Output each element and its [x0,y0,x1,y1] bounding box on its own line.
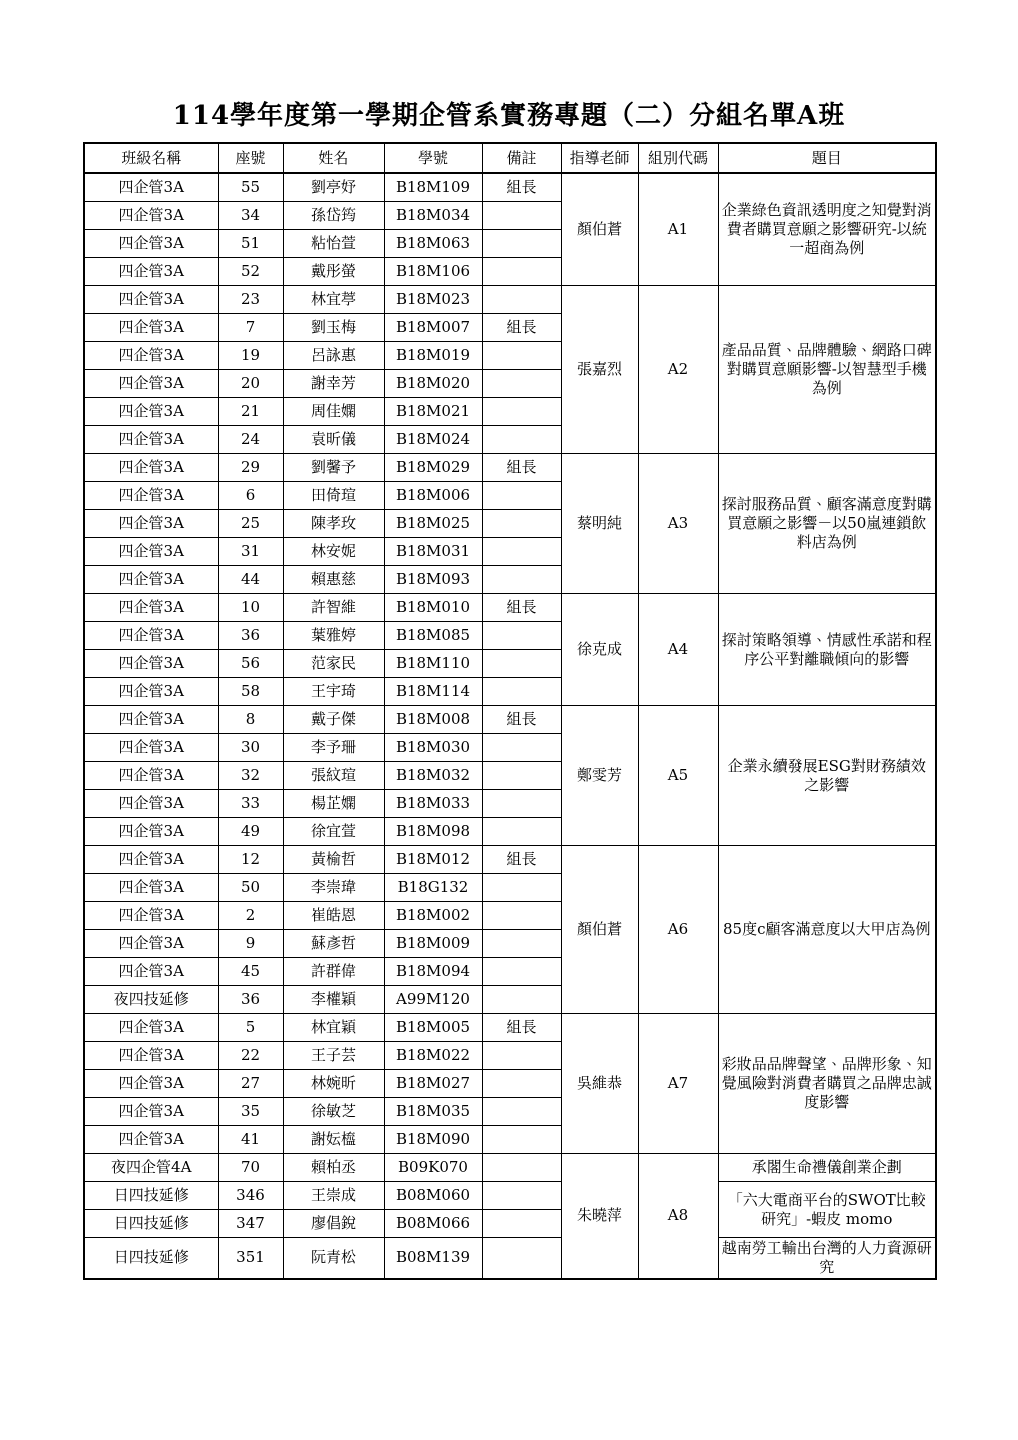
cell-seat-no: 35 [218,1098,283,1126]
cell-seat-no: 49 [218,818,283,846]
cell-seat-no: 31 [218,538,283,566]
cell-student-id: B18M007 [384,314,482,342]
cell-advisor: 蔡明純 [561,454,638,594]
cell-seat-no: 36 [218,622,283,650]
cell-note: 組長 [482,173,561,202]
cell-class-name: 四企管3A [84,958,218,986]
column-header-advisor: 指導老師 [561,143,638,173]
cell-topic: 探討策略領導、情感性承諾和程序公平對離職傾向的影響 [718,594,936,706]
cell-note: 組長 [482,706,561,734]
cell-student-id: B18M109 [384,173,482,202]
cell-student-name: 許群偉 [283,958,384,986]
cell-note [482,370,561,398]
cell-seat-no: 12 [218,846,283,874]
cell-note [482,678,561,706]
cell-student-name: 劉亭妤 [283,173,384,202]
column-header-seat-no: 座號 [218,143,283,173]
cell-student-id: B18M027 [384,1070,482,1098]
table-row [84,846,936,874]
cell-class-name: 日四技延修 [84,1210,218,1238]
cell-student-id: B18M063 [384,230,482,258]
cell-class-name: 四企管3A [84,286,218,314]
cell-seat-no: 36 [218,986,283,1014]
cell-student-id: B18M094 [384,958,482,986]
cell-student-id: B18M008 [384,706,482,734]
cell-seat-no: 5 [218,1014,283,1042]
cell-note: 組長 [482,314,561,342]
cell-group-code: A1 [638,173,718,286]
cell-note [482,1042,561,1070]
cell-note: 組長 [482,454,561,482]
table-header [84,143,936,173]
cell-student-id: B18M019 [384,342,482,370]
cell-seat-no: 55 [218,173,283,202]
cell-seat-no: 6 [218,482,283,510]
cell-note [482,230,561,258]
cell-student-id: B18M012 [384,846,482,874]
cell-student-name: 廖倡銳 [283,1210,384,1238]
cell-seat-no: 19 [218,342,283,370]
table-row [84,173,936,202]
cell-seat-no: 10 [218,594,283,622]
cell-note: 組長 [482,846,561,874]
cell-group-code: A3 [638,454,718,594]
cell-class-name: 四企管3A [84,790,218,818]
cell-student-name: 王崇成 [283,1182,384,1210]
cell-note [482,874,561,902]
cell-topic: 企業永續發展ESG對財務績效之影響 [718,706,936,846]
cell-class-name: 四企管3A [84,1098,218,1126]
cell-student-id: B08M066 [384,1210,482,1238]
cell-group-code: A4 [638,594,718,706]
cell-student-name: 袁昕儀 [283,426,384,454]
cell-note [482,1126,561,1154]
cell-student-name: 范家民 [283,650,384,678]
cell-class-name: 四企管3A [84,202,218,230]
cell-student-name: 林安妮 [283,538,384,566]
cell-note [482,510,561,538]
cell-student-id: B18M106 [384,258,482,286]
cell-class-name: 四企管3A [84,818,218,846]
cell-student-name: 王宇琦 [283,678,384,706]
cell-student-id: B18M002 [384,902,482,930]
cell-student-name: 葉雅婷 [283,622,384,650]
cell-seat-no: 27 [218,1070,283,1098]
cell-note [482,762,561,790]
cell-seat-no: 51 [218,230,283,258]
cell-seat-no: 351 [218,1238,283,1279]
cell-student-name: 王子芸 [283,1042,384,1070]
cell-student-id: B18M006 [384,482,482,510]
cell-student-name: 楊芷嫻 [283,790,384,818]
cell-advisor: 鄭雯芳 [561,706,638,846]
cell-class-name: 四企管3A [84,762,218,790]
cell-student-id: B18M031 [384,538,482,566]
cell-seat-no: 44 [218,566,283,594]
cell-seat-no: 52 [218,258,283,286]
cell-topic: 85度c顧客滿意度以大甲店為例 [718,846,936,1014]
cell-seat-no: 25 [218,510,283,538]
cell-class-name: 四企管3A [84,454,218,482]
cell-note [482,818,561,846]
cell-student-id: B18M114 [384,678,482,706]
cell-class-name: 日四技延修 [84,1182,218,1210]
cell-student-id: B18M022 [384,1042,482,1070]
cell-student-name: 李權穎 [283,986,384,1014]
cell-class-name: 四企管3A [84,398,218,426]
cell-note [482,202,561,230]
cell-class-name: 日四技延修 [84,1238,218,1279]
cell-note [482,902,561,930]
roster-table-wrapper [83,142,935,1280]
cell-class-name: 四企管3A [84,678,218,706]
cell-note [482,958,561,986]
cell-class-name: 四企管3A [84,734,218,762]
cell-class-name: 四企管3A [84,1042,218,1070]
cell-note: 組長 [482,594,561,622]
cell-student-name: 戴彤螢 [283,258,384,286]
column-header-note: 備註 [482,143,561,173]
cell-topic: 「六大電商平台的SWOT比較研究」-蝦皮 momo [718,1182,936,1238]
cell-class-name: 四企管3A [84,930,218,958]
cell-student-name: 蘇彥哲 [283,930,384,958]
cell-note [482,426,561,454]
column-header-student-id: 學號 [384,143,482,173]
cell-class-name: 四企管3A [84,538,218,566]
cell-seat-no: 347 [218,1210,283,1238]
cell-class-name: 四企管3A [84,258,218,286]
cell-note [482,1238,561,1279]
cell-class-name: 四企管3A [84,622,218,650]
cell-student-id: B08M060 [384,1182,482,1210]
cell-student-name: 孫岱筠 [283,202,384,230]
cell-advisor: 張嘉烈 [561,286,638,454]
cell-class-name: 四企管3A [84,370,218,398]
cell-class-name: 四企管3A [84,594,218,622]
cell-note [482,566,561,594]
cell-student-id: B08M139 [384,1238,482,1279]
cell-student-id: B18M029 [384,454,482,482]
cell-seat-no: 56 [218,650,283,678]
cell-group-code: A6 [638,846,718,1014]
cell-student-id: B18M093 [384,566,482,594]
cell-student-name: 李予珊 [283,734,384,762]
cell-class-name: 四企管3A [84,173,218,202]
cell-student-name: 許智維 [283,594,384,622]
cell-topic: 探討服務品質、顧客滿意度對購買意願之影響－以50嵐連鎖飲料店為例 [718,454,936,594]
cell-note [482,342,561,370]
cell-student-id: B18M009 [384,930,482,958]
cell-seat-no: 34 [218,202,283,230]
cell-student-id: B18M034 [384,202,482,230]
table-row [84,594,936,622]
cell-student-name: 呂詠惠 [283,342,384,370]
cell-class-name: 四企管3A [84,314,218,342]
table-body [84,173,936,1279]
cell-student-id: B18M110 [384,650,482,678]
cell-student-name: 粘怡萱 [283,230,384,258]
cell-student-name: 謝幸芳 [283,370,384,398]
cell-seat-no: 41 [218,1126,283,1154]
cell-student-id: B18M020 [384,370,482,398]
cell-seat-no: 23 [218,286,283,314]
cell-student-name: 劉馨予 [283,454,384,482]
cell-student-id: B09K070 [384,1154,482,1182]
cell-student-name: 崔皓恩 [283,902,384,930]
cell-student-id: B18M085 [384,622,482,650]
cell-class-name: 四企管3A [84,482,218,510]
cell-advisor: 吳維恭 [561,1014,638,1154]
cell-note [482,1098,561,1126]
cell-seat-no: 9 [218,930,283,958]
cell-note [482,1210,561,1238]
cell-seat-no: 30 [218,734,283,762]
cell-seat-no: 50 [218,874,283,902]
cell-seat-no: 29 [218,454,283,482]
cell-advisor: 徐克成 [561,594,638,706]
cell-group-code: A8 [638,1154,718,1279]
cell-note [482,286,561,314]
cell-class-name: 四企管3A [84,342,218,370]
column-header-class-name: 班級名稱 [84,143,218,173]
cell-student-name: 謝妘橀 [283,1126,384,1154]
cell-class-name: 四企管3A [84,510,218,538]
cell-seat-no: 32 [218,762,283,790]
cell-student-id: B18M098 [384,818,482,846]
cell-seat-no: 2 [218,902,283,930]
cell-note: 組長 [482,1014,561,1042]
cell-class-name: 四企管3A [84,1070,218,1098]
cell-student-id: B18M032 [384,762,482,790]
cell-seat-no: 33 [218,790,283,818]
cell-class-name: 夜四技延修 [84,986,218,1014]
cell-student-name: 徐宜萱 [283,818,384,846]
cell-student-name: 賴惠慈 [283,566,384,594]
table-row [84,1154,936,1182]
column-header-student-name: 姓名 [283,143,384,173]
cell-student-name: 阮青松 [283,1238,384,1279]
cell-seat-no: 8 [218,706,283,734]
cell-class-name: 四企管3A [84,846,218,874]
cell-class-name: 四企管3A [84,902,218,930]
page-title: 114學年度第一學期企管系實務專題（二）分組名單A班 [172,101,846,131]
cell-class-name: 四企管3A [84,874,218,902]
table-row [84,1182,936,1210]
cell-student-id: B18G132 [384,874,482,902]
cell-seat-no: 21 [218,398,283,426]
cell-seat-no: 24 [218,426,283,454]
cell-seat-no: 346 [218,1182,283,1210]
cell-class-name: 四企管3A [84,1014,218,1042]
cell-note [482,398,561,426]
cell-student-name: 李崇瑋 [283,874,384,902]
cell-seat-no: 20 [218,370,283,398]
cell-student-name: 林宜穎 [283,1014,384,1042]
cell-class-name: 四企管3A [84,566,218,594]
table-row [84,706,936,734]
cell-seat-no: 22 [218,1042,283,1070]
cell-student-name: 戴子傑 [283,706,384,734]
cell-note [482,622,561,650]
cell-student-name: 張紋瑄 [283,762,384,790]
cell-student-name: 陳孝玫 [283,510,384,538]
cell-student-id: B18M024 [384,426,482,454]
cell-student-id: B18M033 [384,790,482,818]
cell-student-name: 林婉昕 [283,1070,384,1098]
cell-student-id: B18M090 [384,1126,482,1154]
cell-note [482,538,561,566]
cell-student-name: 周佳嫻 [283,398,384,426]
cell-note [482,930,561,958]
roster-table [83,142,937,1280]
cell-class-name: 四企管3A [84,426,218,454]
cell-topic: 企業綠色資訊透明度之知覺對消費者購買意願之影響研究-以統一超商為例 [718,173,936,286]
cell-student-name: 賴柏丞 [283,1154,384,1182]
cell-class-name: 四企管3A [84,650,218,678]
cell-note [482,734,561,762]
cell-note [482,258,561,286]
table-row [84,454,936,482]
cell-note [482,482,561,510]
table-header-row [84,143,936,173]
cell-student-id: B18M023 [384,286,482,314]
cell-student-name: 徐敏芝 [283,1098,384,1126]
cell-class-name: 夜四企管4A [84,1154,218,1182]
table-row [84,286,936,314]
cell-group-code: A7 [638,1014,718,1154]
cell-group-code: A5 [638,706,718,846]
cell-group-code: A2 [638,286,718,454]
cell-seat-no: 58 [218,678,283,706]
cell-student-id: B18M005 [384,1014,482,1042]
cell-advisor: 朱曉萍 [561,1154,638,1279]
cell-student-name: 林宜葶 [283,286,384,314]
cell-student-name: 劉玉梅 [283,314,384,342]
cell-advisor: 顏伯蒼 [561,846,638,1014]
cell-note [482,790,561,818]
cell-note [482,1154,561,1182]
cell-note [482,1182,561,1210]
table-row [84,1238,936,1279]
cell-student-id: B18M010 [384,594,482,622]
cell-class-name: 四企管3A [84,706,218,734]
cell-note [482,986,561,1014]
cell-student-id: B18M025 [384,510,482,538]
cell-seat-no: 7 [218,314,283,342]
table-row [84,1014,936,1042]
cell-topic: 彩妝品品牌聲望、品牌形象、知覺風險對消費者購買之品牌忠誠度影響 [718,1014,936,1154]
cell-note [482,650,561,678]
cell-student-id: B18M030 [384,734,482,762]
column-header-group-code: 組別代碼 [638,143,718,173]
cell-advisor: 顏伯蒼 [561,173,638,286]
cell-seat-no: 45 [218,958,283,986]
cell-topic: 越南勞工輸出台灣的人力資源研究 [718,1238,936,1279]
cell-student-id: B18M021 [384,398,482,426]
cell-topic: 承閣生命禮儀創業企劃 [718,1154,936,1182]
cell-seat-no: 70 [218,1154,283,1182]
cell-student-id: B18M035 [384,1098,482,1126]
cell-class-name: 四企管3A [84,1126,218,1154]
cell-note [482,1070,561,1098]
column-header-topic: 題目 [718,143,936,173]
cell-student-id: A99M120 [384,986,482,1014]
cell-student-name: 田倚瑄 [283,482,384,510]
cell-class-name: 四企管3A [84,230,218,258]
cell-student-name: 黃榆哲 [283,846,384,874]
cell-topic: 產品品質、品牌體驗、網路口碑對購買意願影響-以智慧型手機為例 [718,286,936,454]
